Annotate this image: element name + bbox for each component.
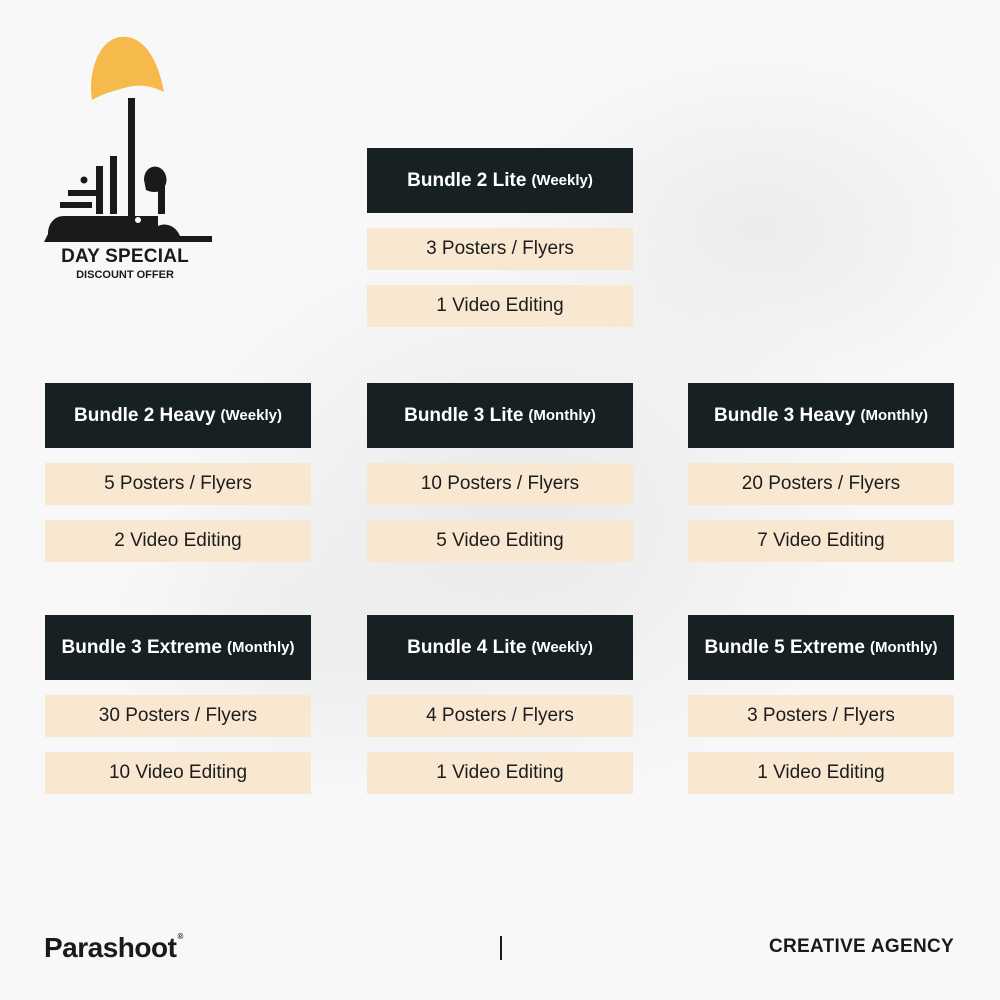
bundle-name: Bundle 3 Extreme [61, 636, 222, 658]
bundle-feature: 1 Video Editing [688, 752, 954, 794]
bundle-name: Bundle 3 Lite [404, 404, 524, 426]
bundle-feature: 2 Video Editing [45, 520, 311, 562]
bundle-feature: 5 Posters / Flyers [45, 463, 311, 505]
bundle-card[interactable] [45, 383, 311, 562]
bundle-period: (Monthly) [528, 407, 596, 424]
bundle-name: Bundle 4 Lite [407, 636, 527, 658]
bundle-period: (Weekly) [220, 407, 282, 424]
bundle-period: (Monthly) [860, 407, 928, 424]
footer-divider [500, 936, 502, 960]
calligraphy-emblem-icon [40, 30, 220, 250]
bundle-card[interactable] [45, 615, 311, 794]
bundle-period: (Monthly) [870, 639, 938, 656]
bundle-card[interactable] [688, 383, 954, 562]
bundle-card[interactable] [367, 615, 633, 794]
bundle-period: (Monthly) [227, 639, 295, 656]
brand-logo[interactable] [44, 932, 183, 964]
bundle-period: (Weekly) [531, 172, 593, 189]
registered-mark: ® [177, 932, 183, 941]
bundle-name: Bundle 5 Extreme [704, 636, 865, 658]
bundle-name: Bundle 3 Heavy [714, 404, 856, 426]
bundle-header [367, 383, 633, 448]
bundle-header [688, 383, 954, 448]
bundle-card[interactable] [688, 615, 954, 794]
bundle-feature: 10 Posters / Flyers [367, 463, 633, 505]
bundle-header [45, 615, 311, 680]
bundle-feature: 4 Posters / Flyers [367, 695, 633, 737]
bundle-name: Bundle 2 Lite [407, 169, 527, 191]
bundle-header [367, 148, 633, 213]
logo-title: DAY SPECIAL [61, 246, 189, 267]
logo-subtitle: DISCOUNT OFFER [76, 269, 174, 281]
bundle-feature: 1 Video Editing [367, 285, 633, 327]
event-logo [40, 30, 230, 290]
bundle-feature: 1 Video Editing [367, 752, 633, 794]
bundle-card[interactable] [367, 383, 633, 562]
bundle-name: Bundle 2 Heavy [74, 404, 216, 426]
bundle-feature: 30 Posters / Flyers [45, 695, 311, 737]
bundle-feature: 10 Video Editing [45, 752, 311, 794]
bundle-header [688, 615, 954, 680]
brand-tagline: CREATIVE AGENCY [768, 936, 954, 957]
bundle-feature: 5 Video Editing [367, 520, 633, 562]
bundle-card[interactable] [367, 148, 633, 327]
brand-name: Parashoot [44, 932, 177, 963]
bundle-period: (Weekly) [531, 639, 593, 656]
bundle-feature: 3 Posters / Flyers [688, 695, 954, 737]
bundle-header [367, 615, 633, 680]
bundle-feature: 20 Posters / Flyers [688, 463, 954, 505]
bundle-feature: 7 Video Editing [688, 520, 954, 562]
bundle-header [45, 383, 311, 448]
bundle-feature: 3 Posters / Flyers [367, 228, 633, 270]
